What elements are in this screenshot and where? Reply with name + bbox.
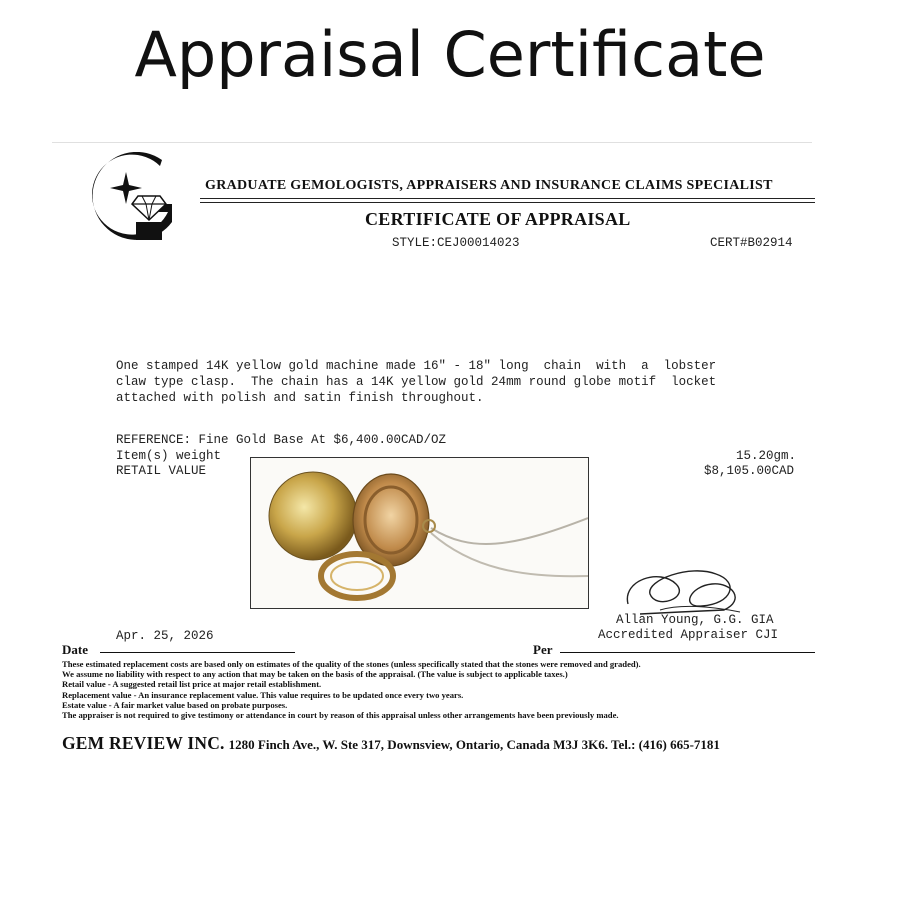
disclaimer-line: Retail value - A suggested retail list price at major retail establishment. bbox=[62, 679, 322, 690]
disclaimer-line: The appraiser is not required to give testimony or attendance in court by reason of this appraisal unless other arrangements have been previously made. bbox=[62, 710, 619, 721]
appraiser-title: Accredited Appraiser CJI bbox=[598, 628, 779, 642]
header-rule bbox=[200, 202, 815, 203]
disclaimer-line: We assume no liability with respect to any action that may be taken on the basis of the appraisal. (The value is subject to applicable taxes.) bbox=[62, 669, 568, 680]
per-label: Per bbox=[533, 642, 553, 657]
gem-logo-icon bbox=[88, 152, 180, 248]
per-signature-line bbox=[560, 652, 815, 653]
retail-value: $8,105.00CAD bbox=[704, 464, 795, 478]
description-line: attached with polish and satin finish throughout. bbox=[116, 391, 484, 405]
locket-illustration bbox=[251, 458, 588, 608]
retail-value-label: RETAIL VALUE bbox=[116, 464, 207, 478]
top-divider bbox=[52, 142, 812, 143]
page-title: Appraisal Certificate bbox=[134, 18, 766, 91]
footer bbox=[62, 733, 720, 754]
description-line: One stamped 14K yellow gold machine made 16" - 18" long chain with a lobster bbox=[116, 359, 717, 373]
style-code: STYLE:CEJ00014023 bbox=[392, 236, 520, 250]
weight-value: 15.20gm. bbox=[736, 449, 797, 463]
date-label: Date bbox=[62, 642, 88, 657]
organization-name: GRADUATE GEMOLOGISTS, APPRAISERS AND INSURANCE CLAIMS SPECIALIST bbox=[205, 178, 773, 193]
company-address: 1280 Finch Ave., W. Ste 317, Downsview, Ontario, Canada M3J 3K6. Tel.: (416) 665-7181 bbox=[228, 737, 720, 752]
appraisal-date: Apr. 25, 2026 bbox=[116, 629, 214, 643]
weight-label: Item(s) weight bbox=[116, 449, 222, 463]
header-rule bbox=[200, 198, 815, 199]
date-signature-line bbox=[100, 652, 295, 653]
certificate-number: CERT#B02914 bbox=[710, 236, 793, 250]
disclaimer-line: Estate value - A fair market value based on probate purposes. bbox=[62, 699, 288, 710]
certificate-heading: CERTIFICATE OF APPRAISAL bbox=[365, 209, 631, 229]
company-name: GEM REVIEW INC. bbox=[62, 733, 225, 753]
description-line: claw type clasp. The chain has a 14K yellow gold 24mm round globe motif locket bbox=[116, 375, 717, 389]
appraiser-name: Allan Young, G.G. GIA bbox=[616, 613, 774, 627]
disclaimer-line: These estimated replacement costs are based only on estimates of the quality of the stones (unless specifically stated that the stones were removed and graded). bbox=[62, 659, 641, 669]
disclaimers bbox=[62, 659, 822, 720]
disclaimer-line: Replacement value - An insurance replacement value. This value requires to be updated once every two years. bbox=[62, 689, 464, 700]
locket-photo bbox=[250, 457, 589, 609]
item-description bbox=[116, 358, 806, 406]
reference-line: REFERENCE: Fine Gold Base At $6,400.00CAD/OZ bbox=[116, 433, 447, 447]
